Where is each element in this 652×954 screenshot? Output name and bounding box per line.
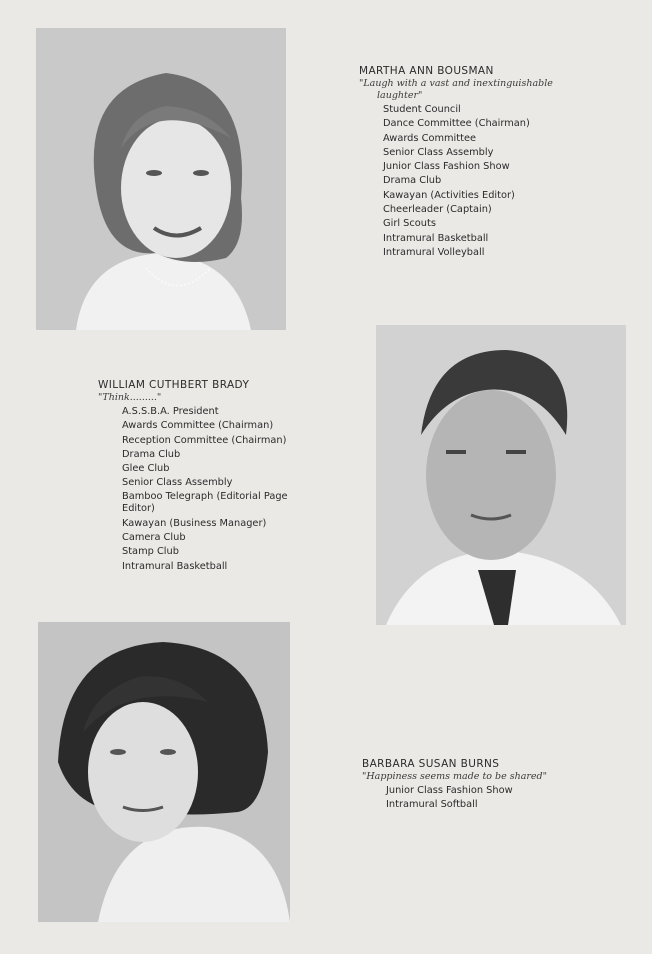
activity-item: Senior Class Assembly — [122, 477, 233, 489]
activity-item: Cheerleader (Captain) — [383, 204, 492, 216]
portrait-photo-barbara — [38, 622, 290, 922]
activity-item: Stamp Club — [122, 546, 179, 558]
activity-item: A.S.S.B.A. President — [122, 406, 219, 417]
activity-list — [98, 405, 312, 574]
student-name: BARBARA SUSAN BURNS — [362, 758, 500, 770]
student-name: WILLIAM CUTHBERT BRADY — [98, 379, 250, 391]
student-quote: "Happiness seems made to be shared" — [362, 771, 547, 782]
student-name: MARTHA ANN BOUSMAN — [359, 65, 494, 77]
student-entry-william — [98, 378, 328, 574]
student-entry-martha — [359, 64, 553, 260]
activity-item: Girl Scouts — [383, 218, 436, 230]
activity-item: Junior Class Fashion Show — [383, 161, 510, 173]
activity-item: Drama Club — [122, 448, 181, 460]
activity-item: Intramural Basketball — [383, 232, 489, 244]
activity-item: Student Council — [383, 104, 461, 115]
activity-item: Bamboo Telegraph (Editorial Page Editor) — [122, 490, 288, 514]
activity-item: Awards Committee (Chairman) — [122, 420, 274, 432]
activity-item: Awards Committee — [383, 132, 476, 144]
activity-item: Intramural Softball — [386, 799, 478, 811]
activity-item: Kawayan (Business Manager) — [122, 517, 267, 529]
portrait-photo-william — [376, 325, 626, 625]
activity-item: Glee Club — [122, 463, 170, 475]
activity-item: Intramural Volleyball — [383, 246, 485, 258]
activity-item: Junior Class Fashion Show — [386, 785, 513, 796]
student-quote: "Laugh with a vast and inextinguishable — [359, 78, 553, 89]
student-quote-continued: laughter" — [377, 90, 423, 101]
student-quote: "Think........." — [98, 392, 162, 403]
activity-item: Senior Class Assembly — [383, 146, 494, 158]
activity-item: Camera Club — [122, 532, 186, 544]
activity-item: Drama Club — [383, 175, 442, 187]
activity-list — [359, 103, 553, 260]
activity-item: Kawayan (Activities Editor) — [383, 189, 515, 201]
activity-item: Reception Committee (Chairman) — [122, 434, 287, 446]
student-entry-barbara — [362, 757, 547, 813]
portrait-photo-martha — [36, 28, 286, 330]
activity-item: Intramural Basketball — [122, 560, 228, 572]
activity-item: Dance Committee (Chairman) — [383, 118, 530, 130]
activity-list — [362, 784, 547, 813]
